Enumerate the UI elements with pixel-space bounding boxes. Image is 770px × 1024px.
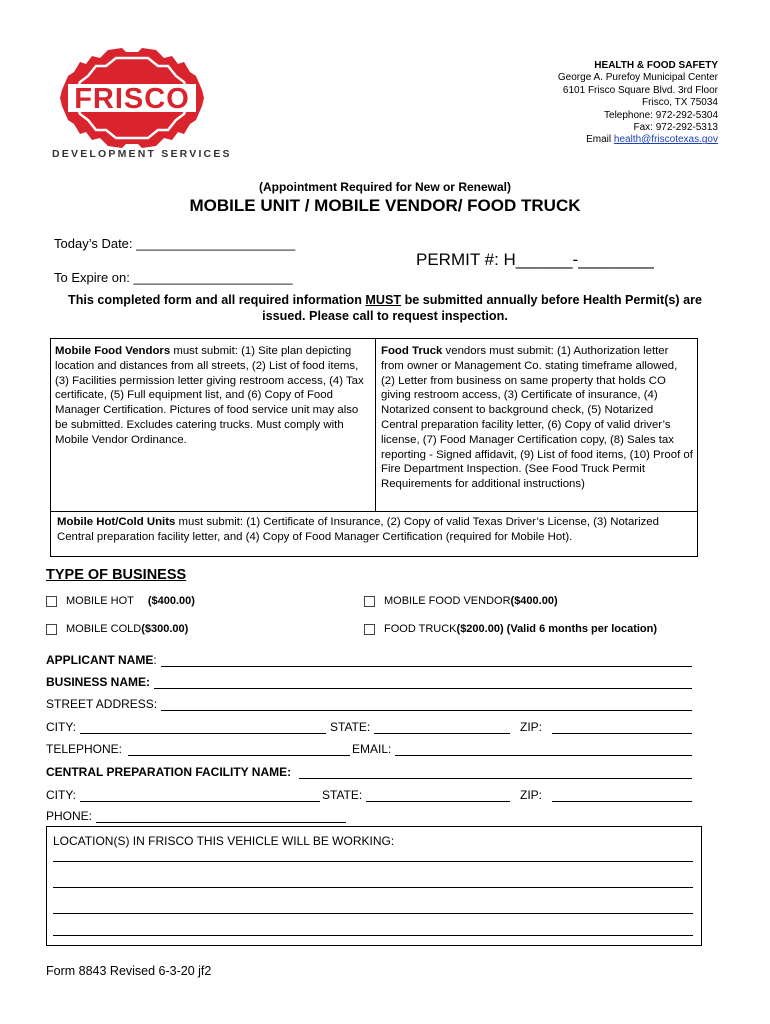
email-line — [418, 134, 718, 146]
input-line[interactable] — [161, 699, 692, 711]
expire-date-field[interactable]: To Expire on: ______________________ — [54, 270, 293, 285]
email-link[interactable]: health@friscotexas.gov — [613, 134, 718, 146]
contact-header — [418, 60, 718, 147]
input-line[interactable] — [552, 722, 692, 734]
notice-must: MUST — [365, 293, 402, 307]
option-label: FOOD TRUCK — [384, 623, 457, 635]
input-line[interactable] — [128, 744, 350, 756]
field-label: ZIP: — [520, 788, 543, 802]
logo-name: FRISCO — [74, 83, 190, 115]
mobile-hot-checkbox[interactable] — [46, 595, 195, 607]
option-label: MOBILE HOT — [66, 595, 134, 607]
central-prep-facility-field[interactable] — [46, 763, 692, 779]
food-vendors-requirements — [55, 344, 371, 448]
hot-cold-text: must submit: (1) Certificate of Insurance, (2) Copy of valid Texas Driver’s License, (3) Notarized Central preparation facility letter, and (4) Copy of Food Manager Certification (required for Mobile Hot). — [57, 516, 659, 543]
location-line-3[interactable] — [53, 913, 693, 914]
field-label: CENTRAL PREPARATION FACILITY NAME: — [46, 765, 292, 779]
field-label: PHONE: — [46, 809, 93, 823]
option-price: ($400.00) — [510, 595, 558, 607]
input-line[interactable] — [154, 677, 692, 689]
address-line-1: George A. Purefoy Municipal Center — [557, 72, 718, 84]
hot-cold-requirements — [57, 515, 693, 545]
option-price: ($300.00) — [141, 623, 189, 635]
prep-city-field[interactable] — [46, 786, 320, 802]
input-line[interactable] — [161, 655, 692, 667]
email-field[interactable] — [352, 740, 692, 756]
notice-text-1: This completed form and all required information — [68, 293, 366, 307]
location-line-2[interactable] — [53, 887, 693, 888]
food-vendors-title: Mobile Food Vendors — [55, 345, 171, 357]
state-field[interactable] — [330, 718, 510, 734]
telephone-field[interactable] — [46, 740, 350, 756]
field-label: APPLICANT NAME — [46, 653, 154, 667]
todays-date-field[interactable]: Today’s Date: ______________________ — [54, 236, 296, 251]
option-label: MOBILE COLD — [66, 623, 142, 635]
form-revision: Form 8843 Revised 6-3-20 jf2 — [46, 964, 212, 978]
input-line[interactable] — [80, 790, 320, 802]
address-line-2: 6101 Frisco Square Blvd. 3rd Floor — [562, 84, 718, 96]
checkbox-icon[interactable] — [46, 624, 57, 635]
food-vendors-text: must submit: (1) Site plan depicting location and distances from all streets, (2) List of food items, (3) Facilities permission letter giving restroom access, (4) Tax certificate, (5) Full equipment list, and (6) Copy of Food Manager Certification. Pictures of food service unit may also be submitted. Excludes catering trucks. Must comply with Mobile Vendor Ordinance. — [55, 345, 364, 446]
logo-subtitle: DEVELOPMENT SERVICES — [52, 148, 232, 160]
field-label: TELEPHONE: — [46, 742, 123, 756]
field-label: ZIP: — [520, 720, 543, 734]
field-label: STREET ADDRESS: — [46, 697, 158, 711]
input-line[interactable] — [80, 722, 326, 734]
page-title: MOBILE UNIT / MOBILE VENDOR/ FOOD TRUCK — [189, 196, 581, 215]
applicant-name-field[interactable] — [46, 651, 692, 667]
prep-state-field[interactable] — [322, 786, 510, 802]
prep-zip-field[interactable] — [520, 786, 692, 802]
input-line[interactable] — [552, 790, 692, 802]
location-line-4[interactable] — [53, 935, 693, 936]
checkbox-icon[interactable] — [364, 624, 375, 635]
food-truck-title: Food Truck — [381, 345, 443, 357]
city-field[interactable] — [46, 718, 326, 734]
submission-notice — [60, 292, 710, 324]
field-label: CITY: — [46, 720, 77, 734]
appointment-note: (Appointment Required for New or Renewal) — [258, 180, 511, 194]
divider — [51, 511, 697, 512]
divider — [375, 339, 376, 511]
telephone: Telephone: 972-292-5304 — [604, 109, 718, 121]
field-colon: : — [153, 653, 157, 667]
zip-field[interactable] — [520, 718, 692, 734]
option-price: ($400.00) — [147, 595, 195, 607]
field-label: CITY: — [46, 788, 77, 802]
field-label: STATE: — [322, 788, 363, 802]
locations-label: LOCATION(S) IN FRISCO THIS VEHICLE WILL BE WORKING: — [53, 834, 395, 848]
field-label: EMAIL: — [352, 742, 392, 756]
input-line[interactable] — [366, 790, 510, 802]
street-address-field[interactable] — [46, 695, 692, 711]
locations-box — [46, 826, 702, 946]
mobile-food-vendor-checkbox[interactable] — [364, 595, 558, 607]
mobile-cold-checkbox[interactable] — [46, 623, 188, 635]
department-title: HEALTH & FOOD SAFETY — [594, 60, 718, 71]
checkbox-icon[interactable] — [364, 596, 375, 607]
hot-cold-title: Mobile Hot/Cold Units — [57, 516, 176, 528]
food-truck-text: vendors must submit: (1) Authorization letter from owner or Management Co. stating timeframe allowed, (2) Letter from business on same property that holds CO giving restroom access, (3) Certificate of insurance, (4) Notarized consent to background check, (5) Notarized Central preparation facility letter, (6) Copy of valid driver’s license, (7) Food Manager Certification copy, (8) Sales tax reporting - Signed affidavit, (9) List of food items, (10) Proof of Fire Department Inspection. (See Food Truck Permit Requirements for additional instructions) — [381, 345, 693, 491]
input-line[interactable] — [395, 744, 692, 756]
input-line[interactable] — [299, 767, 692, 779]
option-price: ($200.00) (Valid 6 months per location) — [456, 623, 658, 635]
field-label: BUSINESS NAME: — [46, 675, 151, 689]
field-label: STATE: — [330, 720, 371, 734]
permit-number-field[interactable]: PERMIT #: H______-________ — [416, 250, 654, 269]
frisco-shield-icon — [56, 44, 208, 152]
business-name-field[interactable] — [46, 673, 692, 689]
food-truck-checkbox[interactable] — [364, 623, 657, 635]
requirements-box — [50, 338, 698, 557]
location-line-1[interactable] — [53, 861, 693, 862]
fax: Fax: 972-292-5313 — [633, 122, 718, 134]
type-of-business-heading: TYPE OF BUSINESS — [46, 567, 187, 583]
food-truck-requirements — [381, 344, 693, 492]
notice-text-2: be submitted annually before Health Permit(s) are issued. Please call to request inspection. — [262, 293, 702, 323]
option-label: MOBILE FOOD VENDOR — [384, 595, 511, 607]
input-line[interactable] — [374, 722, 510, 734]
input-line[interactable] — [96, 811, 346, 823]
checkbox-icon[interactable] — [46, 596, 57, 607]
frisco-logo — [52, 44, 238, 166]
phone-field[interactable] — [46, 807, 346, 823]
address-line-3: Frisco, TX 75034 — [642, 97, 718, 109]
email-label: Email — [586, 134, 614, 146]
